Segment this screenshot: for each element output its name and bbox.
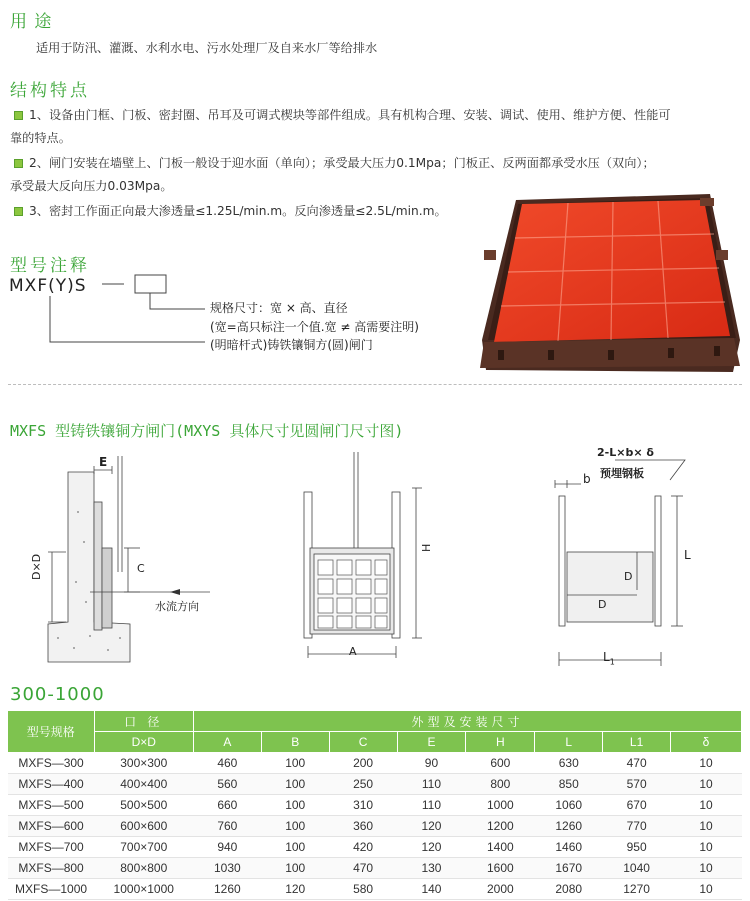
bullet-icon <box>14 111 23 120</box>
subheader: C <box>329 732 397 753</box>
table-cell: 100 <box>261 753 329 774</box>
table-cell: 470 <box>603 753 671 774</box>
table-cell: 850 <box>535 774 603 795</box>
table-cell: 300×300 <box>94 753 193 774</box>
table-cell: 10 <box>671 858 742 879</box>
subheader: L1 <box>603 732 671 753</box>
table-cell: 800 <box>466 774 535 795</box>
subheader: E <box>397 732 466 753</box>
feature-item-2-cont: 承受最大反向压力0.03Mpa。 <box>10 179 173 193</box>
table-cell: 110 <box>397 795 466 816</box>
table-cell: 1060 <box>535 795 603 816</box>
cell-model: MXFS—800 <box>8 858 94 879</box>
table-row <box>8 795 742 816</box>
front-view-drawing <box>296 448 446 668</box>
model-note-size: 规格尺寸：宽 × 高、直径 <box>210 301 348 315</box>
cell-model: MXFS—700 <box>8 837 94 858</box>
table-cell: 940 <box>193 837 261 858</box>
header-dimensions: 外型及安装尺寸 <box>193 711 741 732</box>
dim-label-a: A <box>349 645 357 658</box>
subheader: D×D <box>94 732 193 753</box>
bullet-icon <box>14 207 23 216</box>
table-cell: 1000 <box>466 795 535 816</box>
dim-label-d-horizontal: D <box>598 598 607 611</box>
feature-item-1: 1、设备由门框、门板、密封圈、吊耳及可调式楔块等部件组成。具有机构合理、安装、调试、使用、维护方便、性能可 <box>14 103 671 127</box>
table-cell: 700×700 <box>94 837 193 858</box>
table-cell: 420 <box>329 837 397 858</box>
table-cell: 580 <box>329 879 397 900</box>
cell-model: MXFS—300 <box>8 753 94 774</box>
table-cell: 130 <box>397 858 466 879</box>
table-cell: 1460 <box>535 837 603 858</box>
dim-label-h: H <box>420 543 433 552</box>
table-cell: 110 <box>397 774 466 795</box>
table-cell: 800×800 <box>94 858 193 879</box>
model-code: MXF(Y)S <box>9 276 87 296</box>
cell-model: MXFS—600 <box>8 816 94 837</box>
table-row <box>8 837 742 858</box>
table-cell: 600×600 <box>94 816 193 837</box>
table-cell: 140 <box>397 879 466 900</box>
table-cell: 1670 <box>535 858 603 879</box>
dim-label-d-vertical: D <box>624 570 633 583</box>
table-cell: 120 <box>397 816 466 837</box>
section-divider <box>8 384 742 385</box>
model-title: 型号注释 <box>10 256 90 276</box>
flow-direction-label: 水流方向 <box>155 600 199 613</box>
table-row <box>8 879 742 900</box>
table-cell: 10 <box>671 753 742 774</box>
table-cell: 460 <box>193 753 261 774</box>
table-cell: 1260 <box>193 879 261 900</box>
table-cell: 100 <box>261 816 329 837</box>
cell-model: MXFS—500 <box>8 795 94 816</box>
bullet-icon <box>14 159 23 168</box>
dim-label-l1: $L_1$ <box>603 650 615 667</box>
table-cell: 600 <box>466 753 535 774</box>
feature-item-3: 3、密封工作面正向最大渗透量≤1.25L/min.m。反向渗透量≤2.5L/min.m。 <box>14 199 447 223</box>
table-cell: 90 <box>397 753 466 774</box>
table-cell: 1260 <box>535 816 603 837</box>
spec-table <box>8 711 742 900</box>
usage-text: 适用于防汛、灌溉、水利水电、污水处理厂及自来水厂等给排水 <box>36 41 378 55</box>
table-cell: 2080 <box>535 879 603 900</box>
feature-item-1-cont: 靠的特点。 <box>10 131 71 145</box>
subheader: B <box>261 732 329 753</box>
table-cell: 570 <box>603 774 671 795</box>
table-row <box>8 753 742 774</box>
table-cell: 360 <box>329 816 397 837</box>
table-cell: 10 <box>671 837 742 858</box>
table-row <box>8 816 742 837</box>
dim-label-e: E <box>99 455 108 469</box>
dim-label-b: b <box>583 472 591 486</box>
table-cell: 670 <box>603 795 671 816</box>
dim-label-c: C <box>137 562 145 575</box>
table-cell: 120 <box>261 879 329 900</box>
table-cell: 400×400 <box>94 774 193 795</box>
table-cell: 770 <box>603 816 671 837</box>
table-cell: 200 <box>329 753 397 774</box>
embed-plate-label: 预埋钢板 <box>600 467 644 480</box>
table-cell: 10 <box>671 774 742 795</box>
table-cell: 560 <box>193 774 261 795</box>
header-model: 型号规格 <box>8 711 94 753</box>
cell-model: MXFS—400 <box>8 774 94 795</box>
embed-dimension-note: 2-L×b× δ <box>597 446 654 459</box>
table-cell: 1400 <box>466 837 535 858</box>
table-cell: 100 <box>261 774 329 795</box>
subheader: H <box>466 732 535 753</box>
table-cell: 950 <box>603 837 671 858</box>
table-cell: 100 <box>261 858 329 879</box>
table-cell: 630 <box>535 753 603 774</box>
table-cell: 10 <box>671 795 742 816</box>
gate-product-image <box>478 190 746 380</box>
dim-label-l: L <box>684 548 691 562</box>
table-cell: 120 <box>397 837 466 858</box>
side-section-drawing <box>30 452 240 672</box>
cell-model: MXFS—1000 <box>8 879 94 900</box>
embed-plate-drawing <box>545 440 745 675</box>
subheader: L <box>535 732 603 753</box>
table-cell: 660 <box>193 795 261 816</box>
subheader: δ <box>671 732 742 753</box>
table-cell: 310 <box>329 795 397 816</box>
usage-title: 用 途 <box>10 12 53 32</box>
dim-label-dxd: D×D <box>30 553 43 580</box>
features-title: 结构特点 <box>10 81 90 101</box>
table-cell: 2000 <box>466 879 535 900</box>
table-cell: 500×500 <box>94 795 193 816</box>
table-cell: 1270 <box>603 879 671 900</box>
subheader: A <box>193 732 261 753</box>
table-cell: 10 <box>671 816 742 837</box>
model-note-size2: (宽=高只标注一个值.宽 ≠ 高需要注明) <box>210 320 419 334</box>
range-title: 300-1000 <box>10 684 105 705</box>
table-cell: 1200 <box>466 816 535 837</box>
table-cell: 1600 <box>466 858 535 879</box>
table-row <box>8 858 742 879</box>
table-cell: 1000×1000 <box>94 879 193 900</box>
table-cell: 1040 <box>603 858 671 879</box>
table-cell: 250 <box>329 774 397 795</box>
table-row <box>8 774 742 795</box>
feature-item-2: 2、闸门安装在墙壁上、门板一般设于迎水面（单向）；承受最大压力0.1Mpa；门板正、反两面都承受水压（双向）； <box>14 151 655 175</box>
table-cell: 100 <box>261 795 329 816</box>
table-cell: 100 <box>261 837 329 858</box>
table-cell: 10 <box>671 879 742 900</box>
table-cell: 1030 <box>193 858 261 879</box>
drawing-title: MXFS 型铸铁镶铜方闸门(MXYS 具体尺寸见圆闸门尺寸图) <box>10 422 404 440</box>
model-note-type: (明暗杆式)铸铁镶铜方(圆)闸门 <box>210 338 373 352</box>
table-cell: 470 <box>329 858 397 879</box>
header-caliber: 口 径 <box>94 711 193 732</box>
table-cell: 760 <box>193 816 261 837</box>
